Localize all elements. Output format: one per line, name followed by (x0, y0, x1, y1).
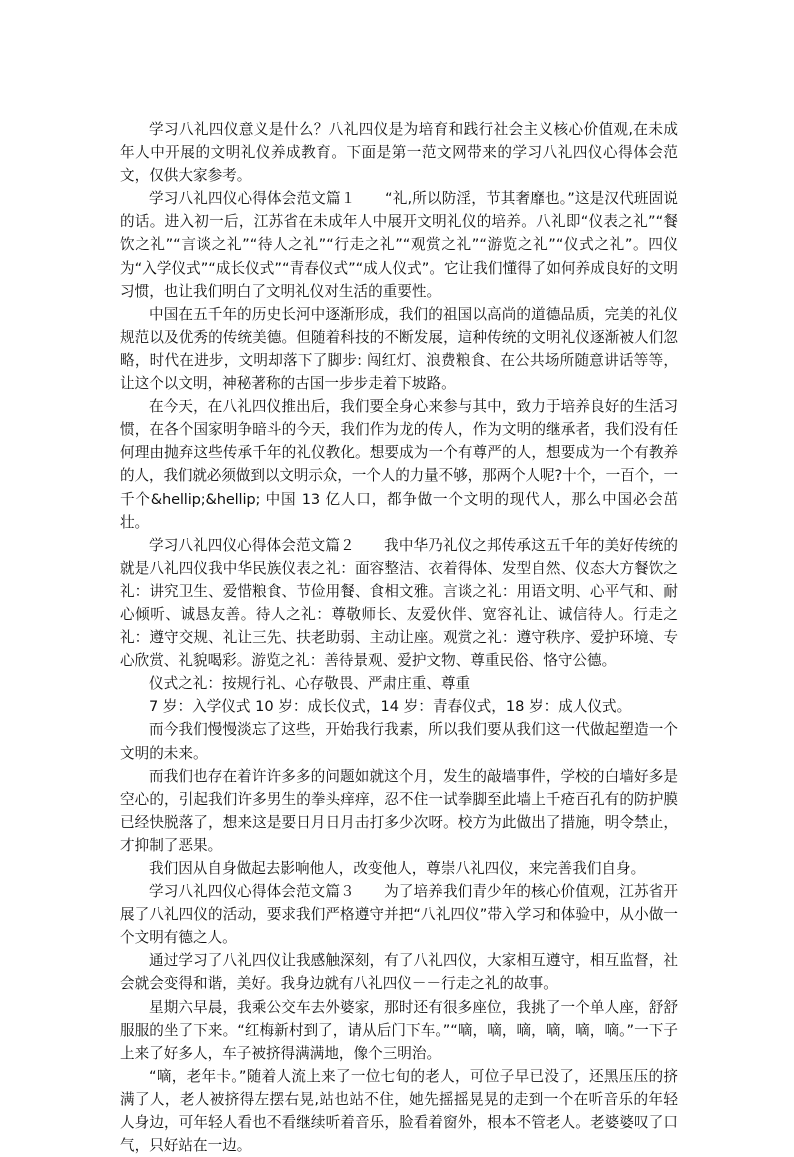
paragraph-ceremony-etiquette: 仪式之礼：按规行礼、心存敬畏、严肃庄重、尊重 (149, 675, 471, 693)
paragraph-forgotten: 而今我们慢慢淡忘了这些，开始我行我素，所以我们要从我们这一代做起塑造一个文明的未来。 (120, 721, 678, 762)
document-page (120, 118, 678, 1157)
paragraph-essay-3-opening: 学习八礼四仪心得体会范文篇３ 为了培养我们青少年的核心价值观，江苏省开展了八礼四仪的活动，要求我们严格遵守并把“八礼四仪”带入学习和体验中，从小做一个文明有德之人。 (120, 883, 678, 947)
paragraph-bus-story: 星期六早晨，我乘公交车去外婆家，那时还有很多座位，我挑了一个单人座，舒舒服服的坐了下来。“红梅新村到了，请从后门下车。”“嘀，嘀，嘀，嘀，嘀，嘀。”一下子上来了好多人，车子被挤得满满地，像个三明治。 (120, 998, 678, 1062)
paragraph-ceremony-ages: 7 岁：入学仪式 10 岁：成长仪式，14 岁：青春仪式，18 岁：成人仪式。 (149, 698, 632, 716)
paragraph-elderly-passenger: “嘀，老年卡。”随着人流上来了一位七旬的老人，可位子早已没了，还黑压压的挤满了人，老人被挤得左摆右晃,站也站不住，她先摇摇晃晃的走到一个在听音乐的年轻人身边，可年轻人看也不看继续听着音乐，脸看着窗外，根本不管老人。老婆婆叹了口气，只好站在一边。 (120, 1067, 678, 1155)
paragraph-reflection: 通过学习了八礼四仪让我感触深刻，有了八礼四仪，大家相互遵守，相互监督，社会就会变得和谐，美好。我身边就有八礼四仪－－行走之礼的故事。 (120, 952, 678, 993)
paragraph-essay-2-opening: 学习八礼四仪心得体会范文篇２ 我中华乃礼仪之邦传承这五千年的美好传统的就是八礼四仪我中华民族仪表之礼：面容整洁、衣着得体、发型自然、仪态大方餐饮之礼：讲究卫生、爱惜粮食、节俭用餐、食相文雅。言谈之礼：用语文明、心平气和、耐心倾听、诚恳友善。待人之礼：尊敬师长、友爱伙伴、宽容礼让、诚信待人。行走之礼：遵守交规、礼让三先、扶老助弱、主动让座。观赏之礼：遵守秩序、爱护环境、专心欣赏、礼貌喝彩。游览之礼：善待景观、爱护文物、尊重民俗、恪守公德。 (120, 536, 678, 670)
paragraph-intro: 学习八礼四仪意义是什么？八礼四仪是为培育和践行社会主义核心价值观,在未成年人中开展的文明礼仪养成教育。下面是第一范文网带来的学习八礼四仪心得体会范文，仅供大家参考。 (120, 121, 678, 185)
paragraph-today: 在今天，在八礼四仪推出后，我们要全身心来参与其中，致力于培养良好的生活习惯，在各个国家明争暗斗的今天，我们作为龙的传人，作为文明的继承者，我们没有任何理由抛弃这些传承千年的礼仪教化。想要成为一个有尊严的人，想要成为一个有教养的人，我们就必须做到以文明示众，一个人的力量不够，那两个人呢?十个，一百个，一千个&hellip;&hellip; 中国 13 亿人口，都争做一个文明的现代人，那么中国必会茁壮。 (120, 398, 678, 531)
paragraph-history: 中国在五千年的历史长河中逐渐形成，我们的祖国以高尚的道德品质，完美的礼仪规范以及优秀的传统美德。但随着科技的不断发展，這种传统的文明礼仪逐渐被人们忽略，时代在进步，文明却落下了脚步: 闯红灯、浪费粮食、在公共场所随意讲话等等，让这个以文明，神秘著称的古国一步步走着下坡路。 (120, 305, 678, 393)
paragraph-wall-incident: 而我们也存在着许许多多的问题如就这个月，发生的敲墙事件，学校的白墙好多是空心的，引起我们许多男生的拳头痒痒，忍不住一试拳脚至此墙上千疮百孔有的防护膜已经快脱落了，想来这是要日月日月击打多少次呀。校方为此做出了措施，明令禁止，才抑制了恶果。 (120, 767, 678, 854)
paragraph-start-with-self: 我们因从自身做起去影响他人，改变他人，尊崇八礼四仪，来完善我们自身。 (149, 860, 646, 877)
paragraph-essay-1-opening: 学习八礼四仪心得体会范文篇１ “礼,所以防淫，节其奢靡也。”这是汉代班固说的话。进入初一后，江苏省在未成年人中展开文明礼仪的培养。八礼即“仪表之礼”“餐饮之礼”“言谈之礼”“待人之礼”“行走之礼”“观赏之礼”“游览之礼”“仪式之礼”。四仪为“入学仪式”“成长仪式”“青春仪式”“成人仪式”。它让我们懂得了如何养成良好的文明习惯，也让我们明白了文明礼仪对生活的重要性。 (120, 190, 678, 300)
